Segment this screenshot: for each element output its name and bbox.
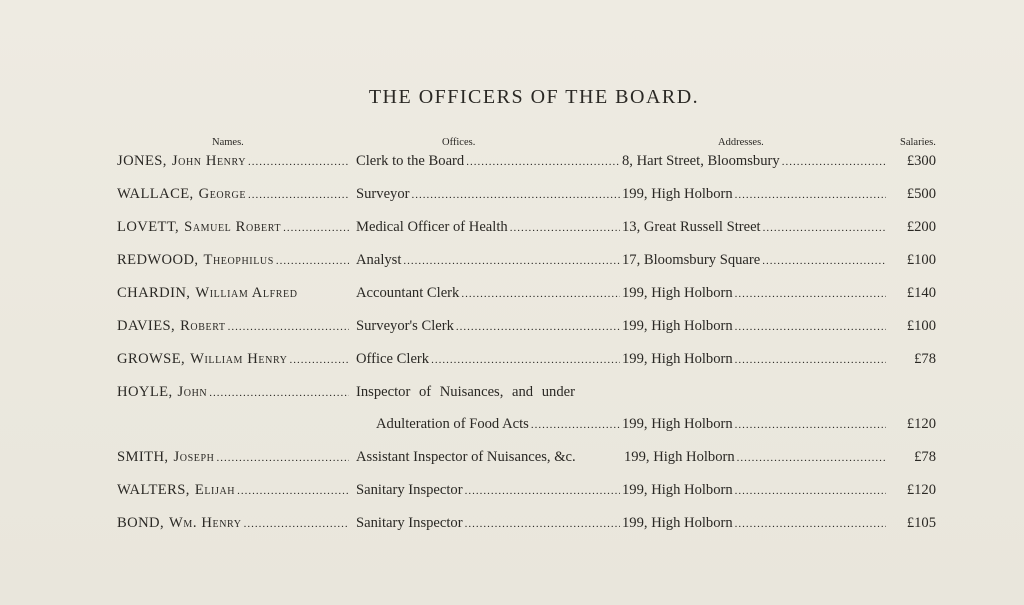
officer-row xyxy=(0,449,1024,471)
header-salaries: Salaries. xyxy=(900,137,936,148)
address-cell xyxy=(622,416,888,433)
surname: HOYLE, xyxy=(117,384,173,400)
name-cell xyxy=(117,186,351,203)
leader-dots xyxy=(735,354,886,366)
surname: WALTERS, xyxy=(117,482,190,498)
address: 199, High Holborn xyxy=(622,351,733,367)
given-name: George xyxy=(198,186,247,202)
address-cell xyxy=(622,252,888,269)
given-name: John xyxy=(177,384,208,400)
leader-dots xyxy=(216,452,349,464)
surname: WALLACE, xyxy=(117,186,194,202)
salary: £140 xyxy=(906,285,936,301)
office-continuation: Adulteration of Food Acts xyxy=(376,416,529,432)
name-cell xyxy=(117,449,351,466)
surname: REDWOOD, xyxy=(117,252,199,268)
address: 8, Hart Street, Bloomsbury xyxy=(622,153,780,169)
office-cell xyxy=(356,285,622,302)
address-cell xyxy=(622,482,888,499)
office: Sanitary Inspector xyxy=(356,482,463,498)
leader-dots xyxy=(782,156,886,168)
given-name: Robert xyxy=(180,318,226,334)
leader-dots xyxy=(403,255,620,267)
address: 199, High Holborn xyxy=(622,285,733,301)
leader-dots xyxy=(510,222,620,234)
surname: JONES, xyxy=(117,153,167,169)
salary: £100 xyxy=(906,318,936,334)
name-cell xyxy=(117,219,351,236)
officer-row xyxy=(0,186,1024,208)
office-cell xyxy=(356,186,622,203)
leader-dots xyxy=(735,518,886,530)
leader-dots xyxy=(735,321,886,333)
name-cell xyxy=(117,285,351,302)
office: Office Clerk xyxy=(356,351,430,367)
office: Surveyor xyxy=(356,186,410,202)
surname: SMITH, xyxy=(117,449,169,465)
officer-row xyxy=(0,351,1024,373)
office-cell xyxy=(356,416,622,433)
office: Inspector of Nuisances, and under xyxy=(356,384,575,400)
office: Analyst xyxy=(356,252,402,268)
leader-dots xyxy=(466,156,620,168)
salary: £105 xyxy=(906,515,936,531)
salary-cell xyxy=(888,351,936,368)
leader-dots xyxy=(763,222,886,234)
leader-dots xyxy=(456,321,620,333)
address: 199, High Holborn xyxy=(622,515,733,531)
officer-row xyxy=(0,153,1024,175)
office-cell xyxy=(356,219,622,236)
salary-cell xyxy=(888,285,936,302)
address: 199, High Holborn xyxy=(624,449,735,465)
surname: CHARDIN, xyxy=(117,285,191,301)
office: Assistant Inspector of Nuisances, &c. xyxy=(356,449,576,465)
office: Medical Officer of Health xyxy=(356,219,508,235)
office-cell xyxy=(356,384,656,401)
given-name: William Alfred xyxy=(195,285,298,301)
surname: LOVETT, xyxy=(117,219,180,235)
office-cell xyxy=(356,449,624,466)
office-cell xyxy=(356,252,622,269)
officer-row xyxy=(0,252,1024,274)
leader-dots xyxy=(735,288,886,300)
office-cell xyxy=(356,515,622,532)
office-cell xyxy=(356,153,622,170)
leader-dots xyxy=(228,321,349,333)
header-offices: Offices. xyxy=(442,137,476,148)
name-cell xyxy=(117,482,351,499)
leader-dots xyxy=(735,485,886,497)
header-names: Names. xyxy=(212,137,244,148)
address-cell xyxy=(622,285,888,302)
salary: £300 xyxy=(906,153,936,169)
leader-dots xyxy=(465,485,620,497)
salary: £120 xyxy=(906,416,936,432)
officer-row xyxy=(0,318,1024,340)
leader-dots xyxy=(431,354,620,366)
address: 199, High Holborn xyxy=(622,482,733,498)
salary: £200 xyxy=(906,219,936,235)
name-cell xyxy=(117,252,351,269)
address-cell xyxy=(622,351,888,368)
given-name: Theophilus xyxy=(203,252,274,268)
address: 199, High Holborn xyxy=(622,186,733,202)
given-name: Wm. Henry xyxy=(169,515,242,531)
salary-cell xyxy=(888,482,936,499)
given-name: Samuel Robert xyxy=(184,219,282,235)
leader-dots xyxy=(290,354,349,366)
officer-row xyxy=(0,515,1024,537)
office-cell xyxy=(356,482,622,499)
office-cell xyxy=(356,351,622,368)
leader-dots xyxy=(237,485,349,497)
address: 199, High Holborn xyxy=(622,416,733,432)
salary: £100 xyxy=(906,252,936,268)
leader-dots xyxy=(209,387,349,399)
leader-dots xyxy=(248,156,349,168)
address-cell xyxy=(624,449,888,466)
officer-row xyxy=(0,219,1024,241)
office: Surveyor's Clerk xyxy=(356,318,454,334)
office: Clerk to the Board xyxy=(356,153,465,169)
address: 13, Great Russell Street xyxy=(622,219,761,235)
salary-cell xyxy=(888,318,936,335)
surname: BOND, xyxy=(117,515,164,531)
address: 199, High Holborn xyxy=(622,318,733,334)
salary-cell xyxy=(888,252,936,269)
salary-cell xyxy=(888,416,936,433)
officer-row xyxy=(0,384,1024,406)
name-cell xyxy=(117,515,351,532)
leader-dots xyxy=(244,518,349,530)
salary-cell xyxy=(888,186,936,203)
leader-dots xyxy=(737,452,886,464)
name-cell xyxy=(117,153,351,170)
officer-row xyxy=(0,285,1024,307)
leader-dots xyxy=(531,419,620,431)
leader-dots xyxy=(412,189,620,201)
salary: £500 xyxy=(906,186,936,202)
salary-cell xyxy=(888,219,936,236)
given-name: Elijah xyxy=(194,482,236,498)
address-cell xyxy=(622,186,888,203)
name-cell xyxy=(117,318,351,335)
leader-dots xyxy=(735,189,886,201)
salary-cell xyxy=(888,515,936,532)
leader-dots xyxy=(248,189,349,201)
address: 17, Bloomsbury Square xyxy=(622,252,761,268)
leader-dots xyxy=(276,255,349,267)
office-cell xyxy=(356,318,622,335)
header-addresses: Addresses. xyxy=(718,137,764,148)
salary-cell xyxy=(888,153,936,170)
address-cell xyxy=(622,219,888,236)
officer-row-continuation xyxy=(0,416,1024,438)
leader-dots xyxy=(461,288,620,300)
office: Accountant Clerk xyxy=(356,285,460,301)
leader-dots xyxy=(465,518,620,530)
name-cell xyxy=(117,384,351,401)
salary-cell xyxy=(888,449,936,466)
officer-row xyxy=(0,482,1024,504)
given-name: William Henry xyxy=(190,351,288,367)
salary: £120 xyxy=(906,482,936,498)
salary: £78 xyxy=(914,351,936,367)
given-name: Joseph xyxy=(173,449,215,465)
leader-dots xyxy=(735,419,886,431)
leader-dots xyxy=(762,255,886,267)
address-cell xyxy=(622,318,888,335)
address-cell xyxy=(622,515,888,532)
surname: GROWSE, xyxy=(117,351,186,367)
given-name: John Henry xyxy=(171,153,247,169)
page-title: THE OFFICERS OF THE BOARD. xyxy=(368,86,700,108)
leader-dots xyxy=(283,222,349,234)
address-cell xyxy=(622,153,888,170)
surname: DAVIES, xyxy=(117,318,176,334)
name-cell xyxy=(117,351,351,368)
office: Sanitary Inspector xyxy=(356,515,463,531)
salary: £78 xyxy=(914,449,936,465)
